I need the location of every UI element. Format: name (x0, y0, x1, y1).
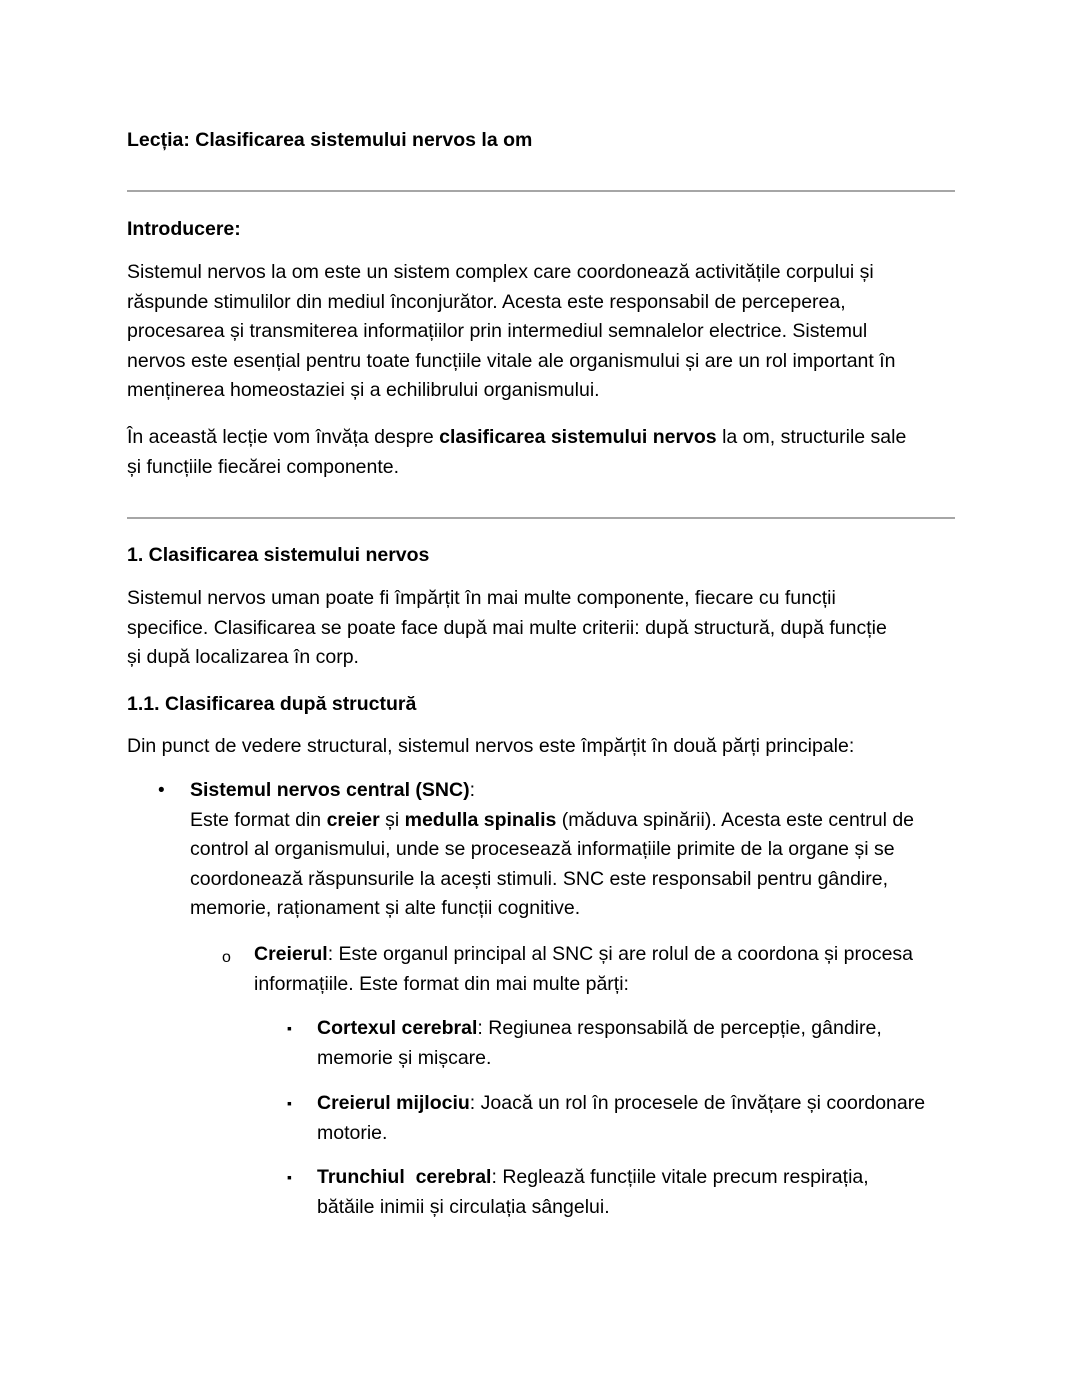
text-line: control al organismului, unde se procesează informațiile primite de la organe și se (190, 838, 895, 861)
text-line: informațiile. Este format din mai multe părți: (254, 972, 629, 995)
text-run: : Reglează funcțiile vitale precum respirația, (491, 1166, 869, 1188)
text-line: Din punct de vedere structural, sistemul nervos este împărțit în două părți principale: (127, 735, 855, 757)
bold-term: Creierul (254, 943, 328, 965)
bold-term: medulla spinalis (404, 808, 557, 831)
section-1-heading: 1. Clasificarea sistemului nervos (127, 544, 430, 566)
section-1-1-heading: 1.1. Clasificarea după structură (127, 693, 417, 715)
text-line: memorie și mișcare. (317, 1046, 492, 1069)
text-run: : (469, 779, 476, 801)
text-line (317, 1014, 957, 1044)
intro-paragraph-1 (127, 258, 955, 406)
text-line (317, 1163, 957, 1193)
text-line: memorie, raționament și alte funcții cognitive. (190, 897, 581, 920)
page-title: Lecția: Clasificarea sistemului nervos la om (127, 129, 533, 151)
section-1-1-paragraph (127, 732, 955, 762)
text-line: nervos este esențial pentru toate funcțiile vitale ale organismului și are un rol important în (127, 349, 896, 372)
text-line (190, 776, 955, 806)
bold-term: Sistemul nervos central (SNC) (190, 779, 470, 801)
text-line (317, 1089, 957, 1119)
intro-paragraph-2 (127, 423, 955, 482)
list-item-creierul (254, 940, 954, 999)
text-run: : Este organul principal al SNC și are rolul de a coordona și procesa (327, 943, 914, 965)
bullet-square-icon: ▪ (287, 1020, 292, 1036)
list-item-creierul-mijlociu (317, 1089, 957, 1148)
divider (127, 190, 955, 192)
text-line: Sistemul nervos uman poate fi împărțit în mai multe componente, fiecare cu funcții (127, 587, 836, 609)
text-line: coordonează răspunsurile la acești stimuli. SNC este responsabil pentru gândire, (190, 867, 889, 890)
bullet-square-icon: ▪ (287, 1169, 292, 1185)
text-run: (măduva spinării). Acesta este centrul de (556, 808, 915, 831)
bullet-disc-icon: • (158, 780, 165, 801)
list-item-trunchiul-cerebral (317, 1163, 957, 1222)
bullet-square-icon: ▪ (287, 1095, 292, 1111)
text-line: și după localizarea în corp. (127, 646, 359, 669)
text-line (254, 940, 954, 970)
text-line (127, 423, 955, 453)
bullet-circle-icon: o (222, 949, 231, 966)
text-run: la om, structurile sale (716, 426, 907, 448)
text-line: specifice. Clasificarea se poate face după mai multe criterii: după structură, după funcție (127, 616, 887, 639)
text-run: În această lecție vom învăța despre (127, 426, 440, 448)
text-run: și (379, 808, 405, 831)
bold-term: Creierul mijlociu (317, 1092, 470, 1114)
bold-term: creier (326, 808, 380, 831)
text-line: motorie. (317, 1121, 388, 1144)
section-1-paragraph (127, 584, 955, 673)
divider (127, 517, 955, 519)
list-item-cortex (317, 1014, 957, 1073)
text-line: și funcțiile fiecărei componente. (127, 455, 400, 478)
text-line: bătăile inimii și circulația sângelui. (317, 1195, 610, 1218)
text-line: răspunde stimulilor din mediul înconjurător. Acesta este responsabil de perceperea, (127, 290, 846, 313)
bold-term: clasificarea sistemului nervos (439, 426, 717, 448)
text-line: menținerea homeostaziei și a echilibrului organismului. (127, 379, 600, 402)
bold-term: Cortexul cerebral (317, 1017, 478, 1039)
text-run: : Joacă un rol în procesele de învățare și coordonare (469, 1092, 926, 1114)
text-line (190, 806, 955, 836)
text-run: : Regiunea responsabilă de percepție, gândire, (477, 1017, 882, 1039)
text-line: procesarea și transmiterea informațiilor prin intermediul semnalelor electrice. Sistemul (127, 320, 868, 343)
intro-heading: Introducere: (127, 218, 241, 240)
text-run: Este format din (190, 808, 327, 831)
bold-term: Trunchiul cerebral (317, 1166, 492, 1188)
list-item-snc (190, 776, 955, 924)
text-line: Sistemul nervos la om este un sistem complex care coordonează activitățile corpului și (127, 261, 874, 283)
